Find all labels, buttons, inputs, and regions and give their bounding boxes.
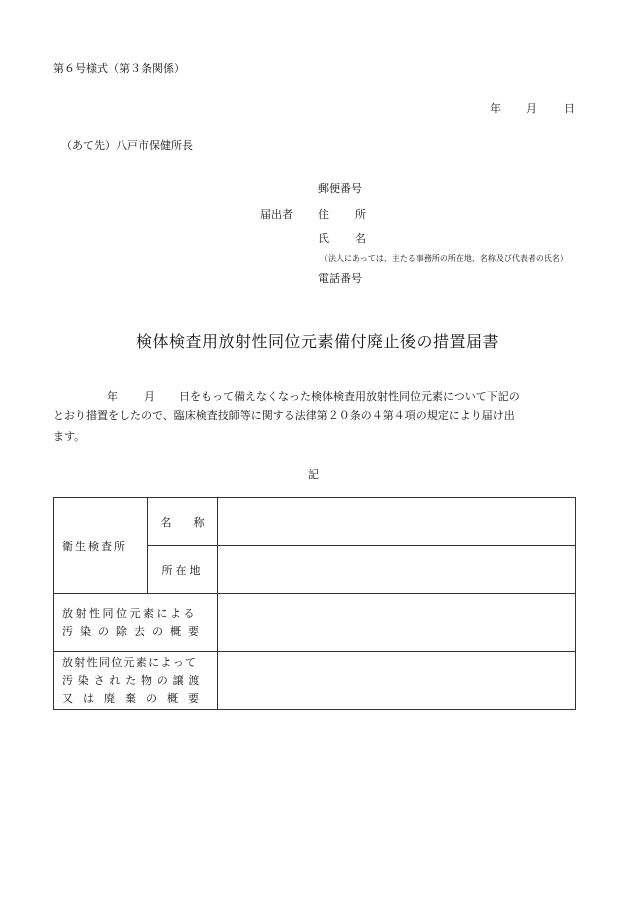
decontamination-label xyxy=(54,594,218,652)
name-value-cell[interactable] xyxy=(218,498,576,546)
name-sub-label: 名 称 xyxy=(148,498,218,546)
location-sub-label: 所在地 xyxy=(148,546,218,594)
body-month: 月 xyxy=(144,390,155,403)
postal-code-label: 郵便番号 xyxy=(318,182,362,195)
body-year: 年 xyxy=(107,390,118,403)
decontamination-label-line1: 放射性同位元素による xyxy=(62,606,197,620)
body-line3: ます。 xyxy=(53,430,86,443)
date-year: 年 xyxy=(490,102,501,115)
decontamination-label-line2: 汚染の除去の概要 xyxy=(62,624,206,638)
body-line1: 日をもって備えなくなった検体検査用放射性同位元素について下記の xyxy=(179,390,520,403)
corporate-note: （法人にあっては、主たる事務所の所在地、名称及び代表者の氏名） xyxy=(320,254,568,263)
date-day: 日 xyxy=(564,102,575,115)
ki-label: 記 xyxy=(308,468,319,481)
address-label-1: 住 xyxy=(318,208,329,221)
location-value-cell[interactable] xyxy=(218,546,576,594)
date-month: 月 xyxy=(526,102,537,115)
document-title: 検体検査用放射性同位元素備付廃止後の措置届書 xyxy=(136,332,500,351)
body-line2: とおり措置をしたので、臨床検査技師等に関する法律第２０条の４第４項の規定により届け出 xyxy=(53,409,515,422)
form-number: 第６号様式（第３条関係） xyxy=(53,62,185,75)
name-label-2: 名 xyxy=(355,232,366,245)
disposal-value-cell[interactable] xyxy=(218,652,576,710)
disposal-label-line1: 放射性同位元素によって xyxy=(62,655,198,669)
form-table xyxy=(53,497,576,710)
name-label-1: 氏 xyxy=(318,232,329,245)
hygiene-lab-label: 衛生検査所 xyxy=(54,498,148,594)
disposal-label xyxy=(54,652,218,710)
decontamination-value-cell[interactable] xyxy=(218,594,576,652)
addressee: （あて先）八戸市保健所長 xyxy=(61,139,193,152)
disposal-label-line2: 汚染された物の譲渡 xyxy=(62,673,205,687)
applicant-label: 届出者 xyxy=(260,208,293,221)
disposal-label-line3: 又は廃棄の概要 xyxy=(62,691,209,705)
address-label-2: 所 xyxy=(355,208,366,221)
date-line xyxy=(0,100,630,114)
phone-label: 電話番号 xyxy=(318,272,362,285)
